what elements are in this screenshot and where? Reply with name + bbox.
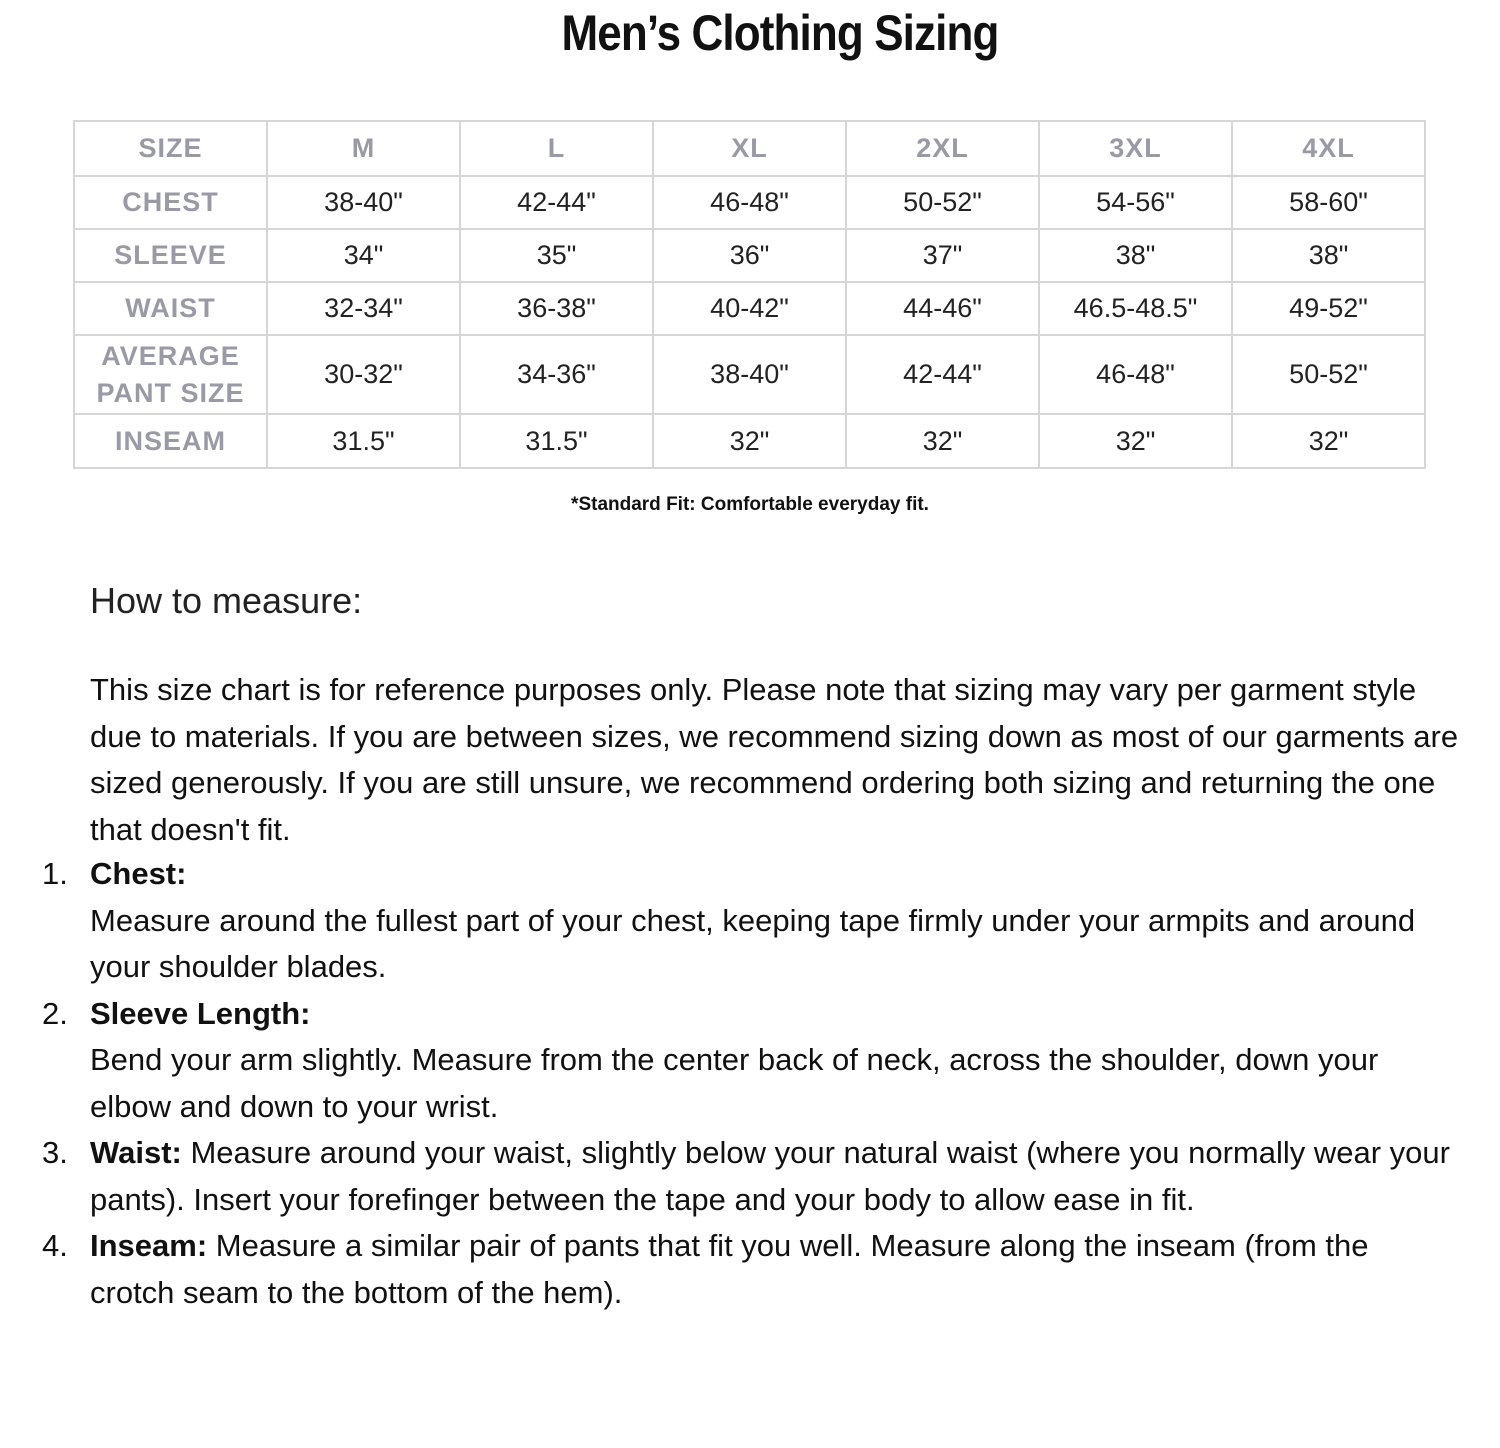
table-cell: 34-36" xyxy=(460,335,653,414)
table-cell: 30-32" xyxy=(267,335,460,414)
table-cell: 42-44" xyxy=(460,176,653,229)
table-cell: 46.5-48.5" xyxy=(1039,282,1232,335)
table-cell: 46-48" xyxy=(653,176,846,229)
step-number: 1. xyxy=(42,856,68,891)
size-table xyxy=(73,120,1426,469)
table-cell: 54-56" xyxy=(1039,176,1232,229)
table-cell: 32" xyxy=(846,414,1039,468)
step-text: Measure a similar pair of pants that fit you well. Measure along the inseam (from the crotch seam to the bottom of the hem). xyxy=(90,1228,1369,1310)
table-cell: 50-52" xyxy=(846,176,1039,229)
step-text: Bend your arm slightly. Measure from the center back of neck, across the shoulder, down your elbow and down to your wrist. xyxy=(90,1042,1379,1124)
row-label-line: AVERAGE xyxy=(101,340,240,371)
table-cell: 31.5" xyxy=(460,414,653,468)
table-header-row xyxy=(74,121,1425,176)
how-to-measure-heading: How to measure: xyxy=(90,580,363,621)
table-cell: 37" xyxy=(846,229,1039,282)
intro-paragraph: This size chart is for reference purposes only. Please note that sizing may vary per garment style due to materials. If you are between sizes, we recommend sizing down as most of our garments are sized generously. If you are still unsure, we recommend ordering both sizing and returning the one that doesn't fit. xyxy=(90,672,1459,847)
step-number: 3. xyxy=(42,1135,68,1170)
table-row-chest xyxy=(74,176,1425,229)
table-cell: 50-52" xyxy=(1232,335,1425,414)
table-row-inseam xyxy=(74,414,1425,468)
list-item xyxy=(42,991,1450,1131)
list-item xyxy=(42,1130,1450,1223)
step-text: Measure around your waist, slightly below your natural waist (where you normally wear your pants). Insert your forefinger between the tape and your body to allow ease in fit. xyxy=(90,1135,1450,1217)
row-label xyxy=(74,335,267,414)
header-size: 2XL xyxy=(846,121,1039,176)
step-title: Waist: xyxy=(90,1135,182,1170)
table-cell: 31.5" xyxy=(267,414,460,468)
table-cell: 38-40" xyxy=(267,176,460,229)
header-size: 4XL xyxy=(1232,121,1425,176)
list-item xyxy=(42,851,1450,991)
header-size-label: SIZE xyxy=(74,121,267,176)
table-row-sleeve xyxy=(74,229,1425,282)
list-item xyxy=(42,1223,1450,1316)
table-cell: 38-40" xyxy=(653,335,846,414)
table-row-waist xyxy=(74,282,1425,335)
table-cell: 36-38" xyxy=(460,282,653,335)
table-cell: 42-44" xyxy=(846,335,1039,414)
row-label: WAIST xyxy=(74,282,267,335)
header-size: M xyxy=(267,121,460,176)
header-size: 3XL xyxy=(1039,121,1232,176)
table-cell: 35" xyxy=(460,229,653,282)
row-label: INSEAM xyxy=(74,414,267,468)
table-row-average-pant-size xyxy=(74,335,1425,414)
page-title: Men’s Clothing Sizing xyxy=(561,5,999,61)
table-cell: 46-48" xyxy=(1039,335,1232,414)
table-cell: 38" xyxy=(1232,229,1425,282)
step-title: Chest: xyxy=(90,856,187,891)
step-title: Sleeve Length: xyxy=(90,995,311,1031)
table-cell: 44-46" xyxy=(846,282,1039,335)
header-size: L xyxy=(460,121,653,176)
table-cell: 34" xyxy=(267,229,460,282)
step-number: 4. xyxy=(42,1228,68,1263)
row-label: CHEST xyxy=(74,176,267,229)
table-cell: 32" xyxy=(1232,414,1425,468)
step-number: 2. xyxy=(42,995,68,1031)
table-cell: 32-34" xyxy=(267,282,460,335)
row-label: SLEEVE xyxy=(74,229,267,282)
step-text: Measure around the fullest part of your chest, keeping tape firmly under your armpits and around your shoulder blades. xyxy=(90,902,1416,984)
table-cell: 32" xyxy=(1039,414,1232,468)
table-cell: 36" xyxy=(653,229,846,282)
table-cell: 58-60" xyxy=(1232,176,1425,229)
table-cell: 32" xyxy=(653,414,846,468)
step-title: Inseam: xyxy=(90,1228,208,1263)
table-cell: 40-42" xyxy=(653,282,846,335)
fit-note: *Standard Fit: Comfortable everyday fit. xyxy=(571,494,929,515)
table-cell: 49-52" xyxy=(1232,282,1425,335)
row-label-line: PANT SIZE xyxy=(96,377,245,408)
table-cell: 38" xyxy=(1039,229,1232,282)
header-size: XL xyxy=(653,121,846,176)
measure-steps-list xyxy=(42,851,1450,1316)
